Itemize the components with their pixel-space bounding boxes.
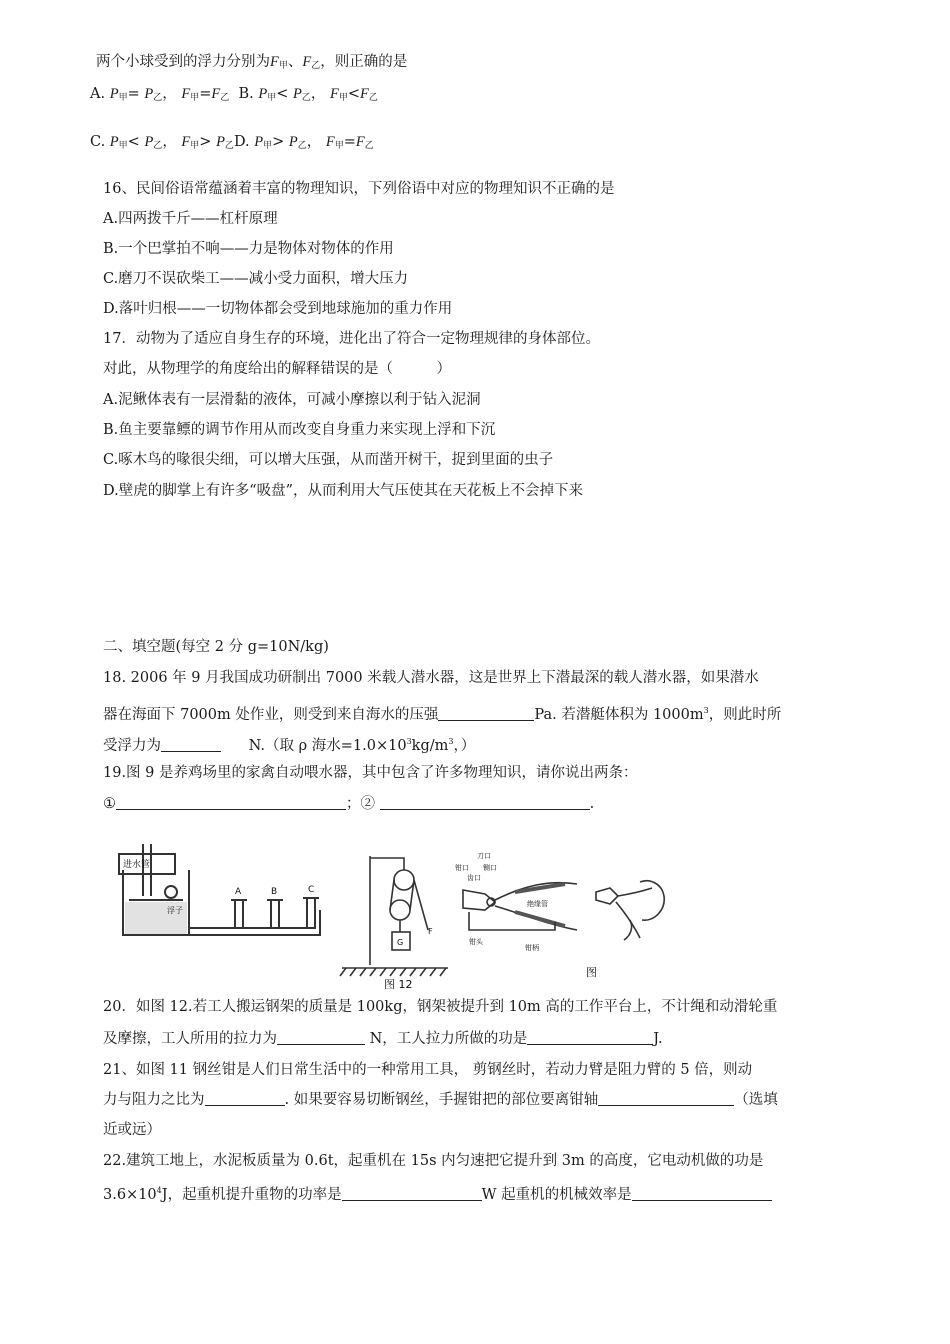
q18-line-3: 受浮力为 N.（取 ρ 海水$=1.0\times 10^3kg/m^3$，） bbox=[103, 737, 476, 754]
q16-option-b: B.一个巴掌拍不响——力是物体对物体的作用 bbox=[103, 241, 394, 257]
pliers-label-4: 绝缘管 bbox=[527, 900, 548, 908]
q15-stem: 两个小球受到的浮力分别为$F_甲$、$F_乙$，则正确的是 bbox=[96, 54, 408, 71]
float-label: 浮子 bbox=[167, 906, 183, 915]
q19-line-2: ① ；② . bbox=[103, 796, 595, 812]
q16-option-a: A.四两拨千斤——杠杆原理 bbox=[103, 211, 278, 227]
q16-option-d: D.落叶归根——一切物体都会受到地球施加的重力作用 bbox=[103, 301, 453, 317]
q19-line-1: 19.图 9 是养鸡场里的家禽自动喂水器，其中包含了许多物理知识，请你说出两条： bbox=[103, 765, 638, 781]
answer-blank[interactable] bbox=[205, 1090, 285, 1106]
pliers-label-2: 齿口 bbox=[467, 874, 481, 882]
pliers-label-5: 钳头 bbox=[469, 938, 483, 946]
q20-line-1: 20．如图 12.若工人搬运钢架的质量是 100kg，钢架被提升到 10m 高的工作平台上，不计绳和动滑轮重 bbox=[103, 999, 778, 1015]
fig12-label: 图 12 bbox=[384, 978, 413, 991]
q18-line-1: 18. 2006 年 9 月我国成功研制出 7000 米载人潜水器，这是世界上下潜最深的载人潜水器，如果潜水 bbox=[103, 670, 759, 686]
force-f-label: F bbox=[428, 927, 433, 936]
q17-option-a: A.泥鳅体表有一层滑黏的液体，可减小摩擦以利于钻入泥洞 bbox=[103, 392, 481, 408]
fig-label: 图 bbox=[586, 966, 597, 979]
q15-option-ab: A. $P_甲= P_乙$， $F_甲=F_乙$ B. $P_甲< P_乙$， $F_甲<F_乙$ bbox=[90, 86, 378, 103]
answer-blank[interactable] bbox=[161, 736, 221, 752]
pliers-label-1: 刀口 bbox=[477, 852, 491, 860]
answer-blank[interactable] bbox=[116, 794, 346, 810]
answer-blank[interactable] bbox=[598, 1090, 734, 1106]
pliers-label-3: 铡口 bbox=[483, 864, 497, 872]
pliers-diagram bbox=[455, 850, 585, 965]
water-feeder-figure bbox=[115, 840, 330, 950]
q21-line-2: 力与阻力之比为 . 如果要容易切断钢丝，手握钳把的部位要离钳轴 （选填 bbox=[103, 1092, 778, 1108]
point-b-label: B bbox=[271, 887, 278, 897]
q22-line-2: $3.6\times 10^4J$，起重机提升重物的功率是 W 起重机的机械效率是 bbox=[103, 1181, 772, 1205]
pulley-figure bbox=[340, 850, 450, 990]
q17-option-b: B.鱼主要靠鳔的调节作用从而改变自身重力来实现上浮和下沉 bbox=[103, 422, 496, 438]
answer-blank[interactable] bbox=[380, 794, 590, 810]
q15-option-cd: C. $P_甲< P_乙$， $F_甲> P_乙D$. $P_甲> P_乙$， $F_甲=F_乙$ bbox=[90, 134, 374, 151]
q17-option-c: C.啄木鸟的喙很尖细，可以增大压强，从而凿开树干，捉到里面的虫子 bbox=[103, 452, 554, 468]
pliers-label-6: 钳柄 bbox=[525, 944, 539, 952]
q21-line-3: 近或远） bbox=[103, 1122, 161, 1138]
q17-stem-2: 对此，从物理学的角度给出的解释错误的是（ ） bbox=[103, 361, 451, 377]
q17-stem-1: 17．动物为了适应自身生存的环境，进化出了符合一定物理规律的身体部位。 bbox=[103, 331, 600, 347]
answer-blank[interactable] bbox=[277, 1029, 365, 1045]
q17-option-d: D.壁虎的脚掌上有许多“吸盘”，从而利用大气压使其在天花板上不会掉下来 bbox=[103, 483, 584, 499]
q21-line-1: 21、如图 11 钢丝钳是人们日常生活中的一种常用工具， 剪钢丝时，若动力臂是阻力臂的 5 倍，则动 bbox=[103, 1062, 753, 1078]
answer-blank[interactable] bbox=[632, 1185, 772, 1201]
section-heading: 二、填空题(每空 2 分 g=10N/kg) bbox=[103, 639, 329, 655]
inlet-label: 进水管 bbox=[123, 860, 151, 870]
answer-blank[interactable] bbox=[342, 1185, 482, 1201]
q20-line-2: 及摩擦，工人所用的拉力为 N，工人拉力所做的功是 J. bbox=[103, 1031, 663, 1047]
answer-blank[interactable] bbox=[438, 705, 534, 721]
weight-g-label: G bbox=[397, 938, 404, 947]
q16-option-c: C.磨刀不误砍柴工——减小受力面积，增大压力 bbox=[103, 271, 409, 287]
answer-blank[interactable] bbox=[527, 1029, 653, 1045]
pliers-label-0: 钳口 bbox=[455, 864, 469, 872]
point-a-label: A bbox=[235, 887, 242, 897]
hand-pliers-figure bbox=[586, 870, 670, 980]
point-c-label: C bbox=[308, 885, 315, 895]
q18-line-2: 器在海面下 7000m 处作业，则受到来自海水的压强 Pa. 若潜艇体积为 $1000m^3$，则此时所 bbox=[103, 706, 782, 723]
q16-stem: 16、民间俗语常蕴涵着丰富的物理知识，下列俗语中对应的物理知识不正确的是 bbox=[103, 181, 615, 197]
q22-line-1: 22.建筑工地上，水泥板质量为 0.6t，起重机在 15s 内匀速把它提升到 3m 的高度，它电动机做的功是 bbox=[103, 1153, 764, 1169]
